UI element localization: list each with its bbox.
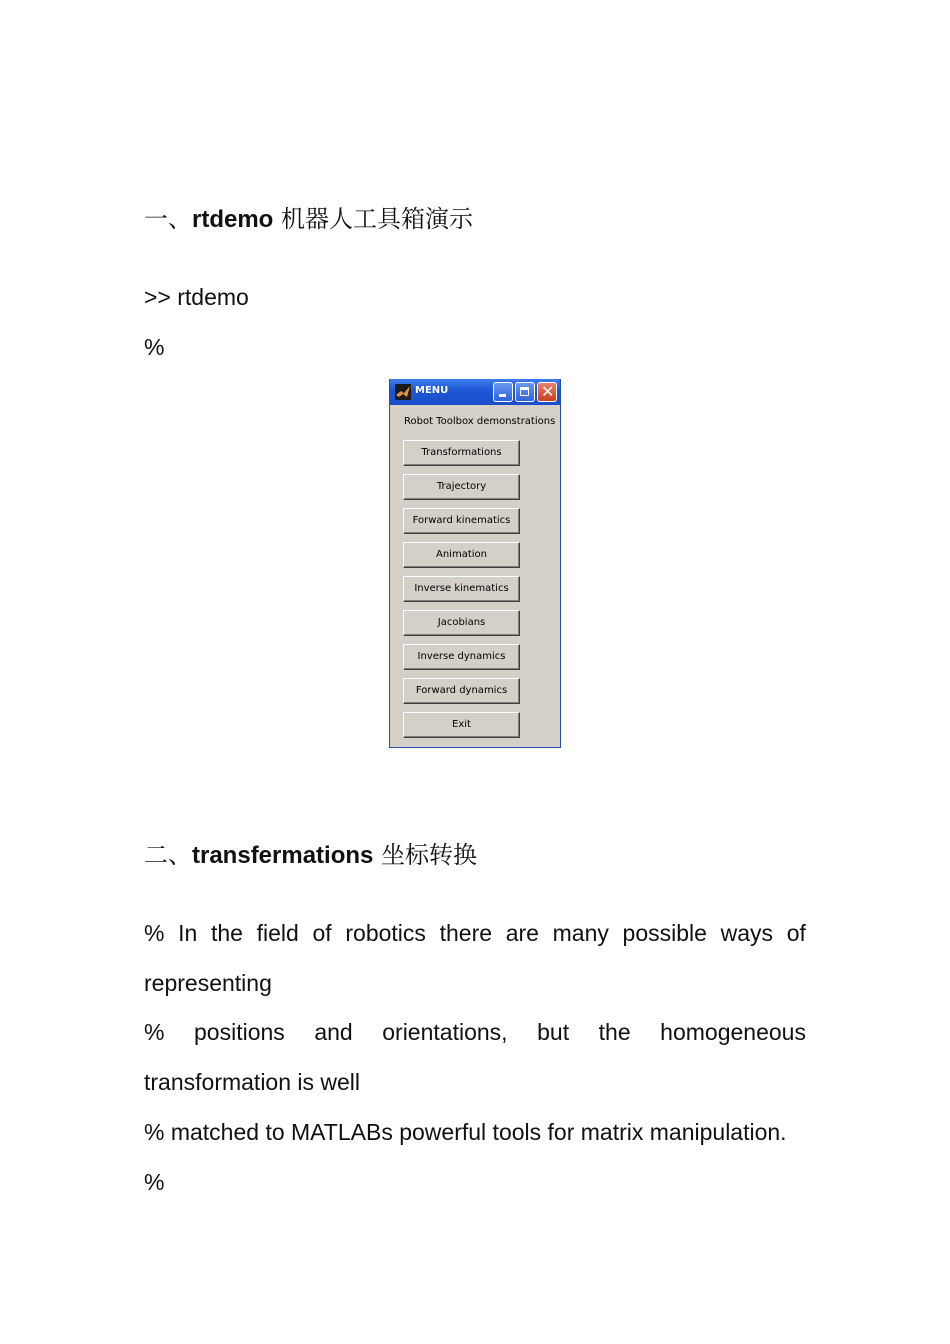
forward-dynamics-button[interactable]: Forward dynamics [403, 678, 520, 704]
paragraph-line-6: % [144, 1169, 165, 1195]
paragraph-line-2: representing [144, 970, 272, 996]
word: of [786, 920, 806, 946]
paragraph-line-5: % matched to MATLABs powerful tools for matrix manipulation. [144, 1119, 787, 1145]
word: field [256, 920, 299, 946]
word: of [312, 920, 332, 946]
word: the [598, 1019, 631, 1045]
word: the [210, 920, 243, 946]
section-1-prefix: 一、 [144, 205, 192, 233]
menu-titlebar [390, 379, 560, 405]
matlab-logo-icon [395, 384, 411, 400]
menu-window [389, 379, 561, 748]
section-1-suffix: 机器人工具箱演示 [273, 205, 473, 233]
word: are [505, 920, 539, 946]
section-1-heading [144, 199, 473, 234]
forward-kinematics-button[interactable]: Forward kinematics [403, 508, 520, 534]
section-2-bold: transfermations [192, 842, 374, 869]
section-2-prefix: 二、 [144, 841, 192, 869]
trajectory-button[interactable]: Trajectory [403, 474, 520, 500]
close-button[interactable] [537, 382, 557, 402]
word: positions [194, 1019, 285, 1045]
paragraph-line-3 [144, 1019, 806, 1046]
word: ways [720, 920, 774, 946]
menu-window-title: MENU [415, 385, 449, 396]
word: possible [622, 920, 707, 946]
comment-percent: % [144, 334, 165, 360]
word: robotics [345, 920, 426, 946]
animation-button[interactable]: Animation [403, 542, 520, 568]
word: % [144, 920, 165, 946]
word: orientations, [382, 1019, 508, 1045]
word: and [314, 1019, 353, 1045]
inverse-kinematics-button[interactable]: Inverse kinematics [403, 576, 520, 602]
section-1-bold: rtdemo [192, 206, 274, 233]
close-icon: ✕ [541, 382, 555, 401]
paragraph-line-1 [144, 920, 806, 947]
word: but [537, 1019, 570, 1045]
word: many [552, 920, 609, 946]
minimize-icon [499, 394, 506, 397]
word: In [178, 920, 198, 946]
section-2-suffix: 坐标转换 [373, 841, 478, 869]
word: homogeneous [660, 1019, 806, 1045]
section-2-heading [144, 835, 477, 870]
word: there [439, 920, 493, 946]
menu-caption: Robot Toolbox demonstrations [404, 416, 556, 427]
maximize-button[interactable] [515, 382, 535, 402]
inverse-dynamics-button[interactable]: Inverse dynamics [403, 644, 520, 670]
paragraph-line-4: transformation is well [144, 1069, 361, 1095]
maximize-icon [520, 387, 529, 396]
menu-button-list [403, 440, 520, 746]
exit-button[interactable]: Exit [403, 712, 520, 738]
minimize-button[interactable] [493, 382, 513, 402]
transformations-button[interactable]: Transformations [403, 440, 520, 466]
command-line: >> rtdemo [144, 284, 249, 310]
jacobians-button[interactable]: Jacobians [403, 610, 520, 636]
word: % [144, 1019, 165, 1045]
